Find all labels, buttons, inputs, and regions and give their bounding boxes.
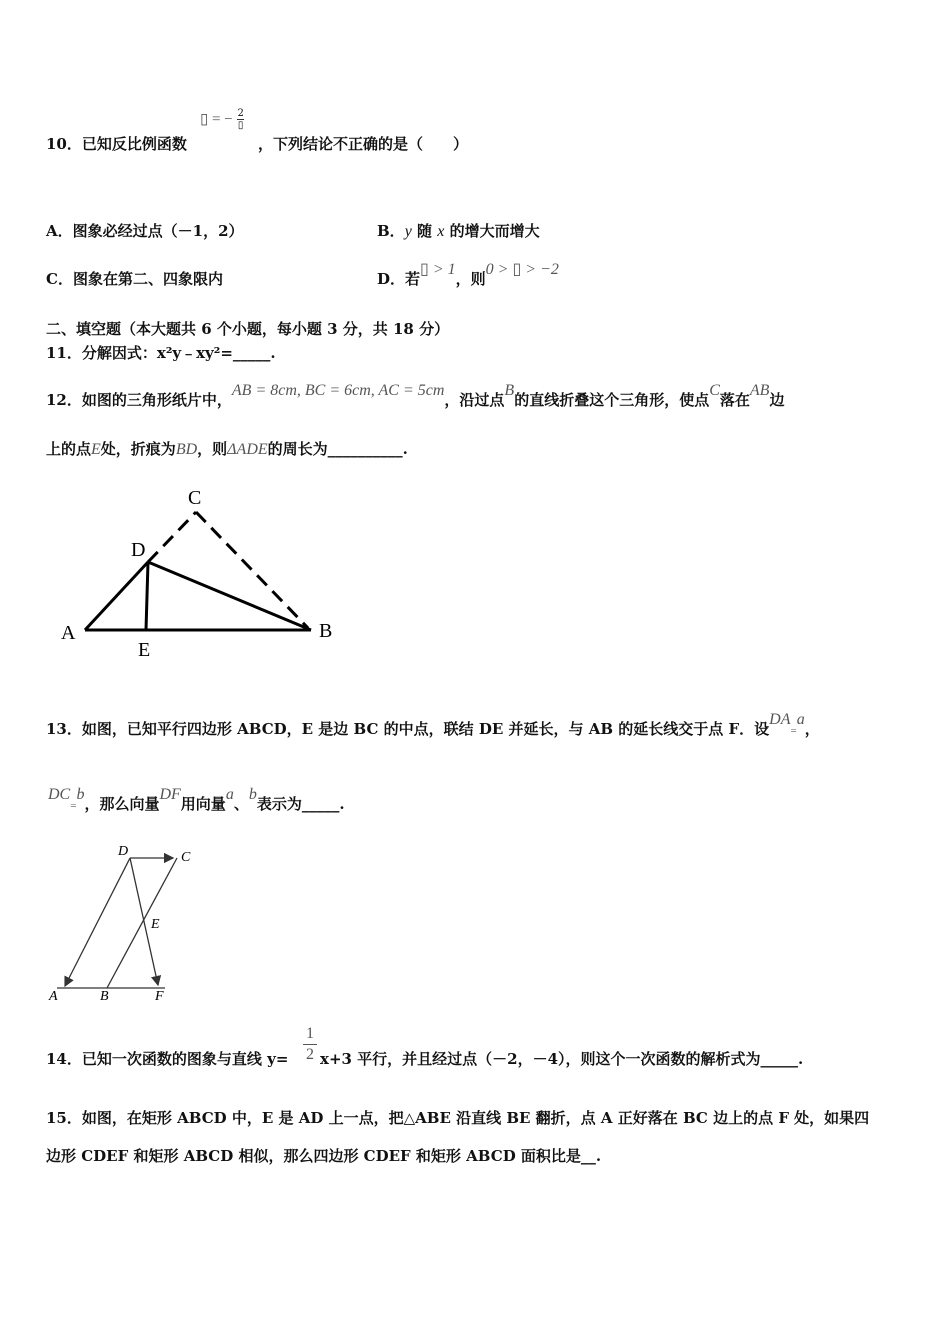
q12-tri-ade: ΔADE <box>227 441 268 458</box>
q13-text1: 如图，已知平行四边形 ABCD，E 是边 BC 的中点，联结 DE 并延长，与 AB 的延长线交于点 F．设 <box>81 720 770 738</box>
q13-sep: 、 <box>233 795 249 813</box>
q10-formula-num: 2 <box>237 108 244 119</box>
q10-option-b-label: B． <box>377 222 405 240</box>
fold-line-cb <box>196 512 308 628</box>
label-d: D <box>118 844 129 859</box>
q12-line2-text4: 的周长为__________. <box>267 440 408 458</box>
q13-eq1: = <box>790 725 797 737</box>
side-ad <box>85 562 148 630</box>
q10-option-a: A．图象必经过点（－1，2） <box>46 222 244 240</box>
label-e: E <box>151 917 160 932</box>
label-c: C <box>181 850 191 865</box>
q13-vec-b: b <box>76 786 85 803</box>
q10-option-d-cond: ▯ > 1 <box>420 261 456 278</box>
label-b: B <box>319 620 333 642</box>
label-e: E <box>138 639 151 661</box>
q10-option-d-label: D．若 <box>377 270 421 288</box>
label-f: F <box>155 989 164 1004</box>
q14-line <box>46 1050 288 1068</box>
q14-fraction <box>303 1024 317 1065</box>
q13-text4: 表示为_____. <box>256 795 345 813</box>
q12-triangle-figure <box>55 480 355 665</box>
q13-parallelogram-figure <box>45 838 205 1008</box>
q11-text: 11．分解因式：x²y﹣xy²=_____. <box>46 344 276 362</box>
q15-line2: 边形 CDEF 和矩形 ABCD 相似，那么四边形 CDEF 和矩形 ABCD 面积比是__. <box>46 1147 602 1165</box>
q10-text-after: ，下列结论不正确的是（ ） <box>258 135 469 153</box>
label-a: A <box>49 989 58 1004</box>
q10-option-b-end: 的增大而增大 <box>444 222 540 240</box>
segment-de <box>146 562 148 630</box>
q13-line1 <box>46 711 820 740</box>
q12-line2-text3: ，则 <box>197 440 228 458</box>
label-c: C <box>188 487 202 509</box>
q12-point-e: E <box>91 441 101 458</box>
q10-option-b-x: x <box>437 223 445 240</box>
q12-line2 <box>46 440 408 459</box>
q10-option-b-mid: 随 <box>411 222 438 240</box>
q13-vec-dc: DC <box>48 786 71 803</box>
q12-number: 12． <box>46 391 82 409</box>
q12-text2: ，沿过点 <box>444 391 505 409</box>
q13-line2 <box>48 786 345 815</box>
label-a: A <box>61 622 76 644</box>
q13-comma: ， <box>804 720 820 738</box>
label-d: D <box>131 539 146 561</box>
q14-text-after: x+3 平行，并且经过点（－2，－4），则这个一次函数的解析式为_____. <box>320 1050 804 1068</box>
crease-db <box>148 562 311 630</box>
q10-option-d <box>377 261 559 289</box>
q10-stem <box>46 135 187 153</box>
q10-option-b-y: y <box>404 223 412 240</box>
q12-point-b: B <box>504 382 515 399</box>
vector-da <box>65 858 130 986</box>
q15-line1: 15．如图，在矩形 ABCD 中，E 是 AD 上一点，把△ABE 沿直线 BE 翻折，点 A 正好落在 BC 边上的点 F 处，如果四 <box>46 1109 870 1127</box>
q12-line2-text2: 处，折痕为 <box>100 440 176 458</box>
q12-text4: 落在 <box>719 391 750 409</box>
q10-formula-fraction <box>237 108 243 131</box>
q10-number: 10． <box>46 135 82 153</box>
q12-math1: AB = 8cm, BC = 6cm, AC = 5cm <box>231 382 445 399</box>
q12-seg-bd: BD <box>175 441 198 458</box>
q10-formula <box>200 108 244 131</box>
q12-text3: 的直线折叠这个三角形，使点 <box>514 391 710 409</box>
q14-frac-num: 1 <box>306 1025 314 1042</box>
q13-number: 13． <box>46 720 82 738</box>
q10-option-d-then: ，则 <box>455 270 486 288</box>
q10-formula-den: ▯ <box>237 120 244 131</box>
q14-frac-den: 2 <box>303 1044 317 1065</box>
q12-line1 <box>46 382 785 410</box>
q12-text1: 如图的三角形纸片中， <box>81 391 232 409</box>
q14-text-before: 14．已知一次函数的图象与直线 y= <box>46 1050 289 1068</box>
q10-option-c: C．图象在第二、四象限内 <box>46 270 223 288</box>
q13-vec-da: DA <box>769 711 791 728</box>
q13-eq2: = <box>70 800 77 812</box>
q13-vec-a: a <box>796 711 805 728</box>
q13-text3: 用向量 <box>180 795 226 813</box>
q13-vec-a2: a <box>225 786 234 803</box>
q10-text-before: 已知反比例函数 <box>81 135 187 153</box>
q13-vec-b2: b <box>248 786 257 803</box>
section2-heading: 二、填空题（本大题共 6 个小题，每小题 3 分，共 18 分） <box>46 320 450 338</box>
q10-option-d-result: 0 > ▯ > −2 <box>485 261 559 278</box>
q12-seg-ab: AB <box>749 382 770 399</box>
side-bc <box>107 858 177 988</box>
q10-option-b <box>377 222 540 241</box>
label-b: B <box>100 989 109 1004</box>
q12-text5: 边 <box>769 391 785 409</box>
q12-point-c: C <box>709 382 720 399</box>
q12-line2-text1: 上的点 <box>46 440 92 458</box>
q13-text2: ，那么向量 <box>84 795 160 813</box>
fold-line-dc <box>148 512 196 562</box>
q10-formula-lhs: ▯ = − <box>200 111 233 128</box>
q13-vec-df: DF <box>159 786 181 803</box>
